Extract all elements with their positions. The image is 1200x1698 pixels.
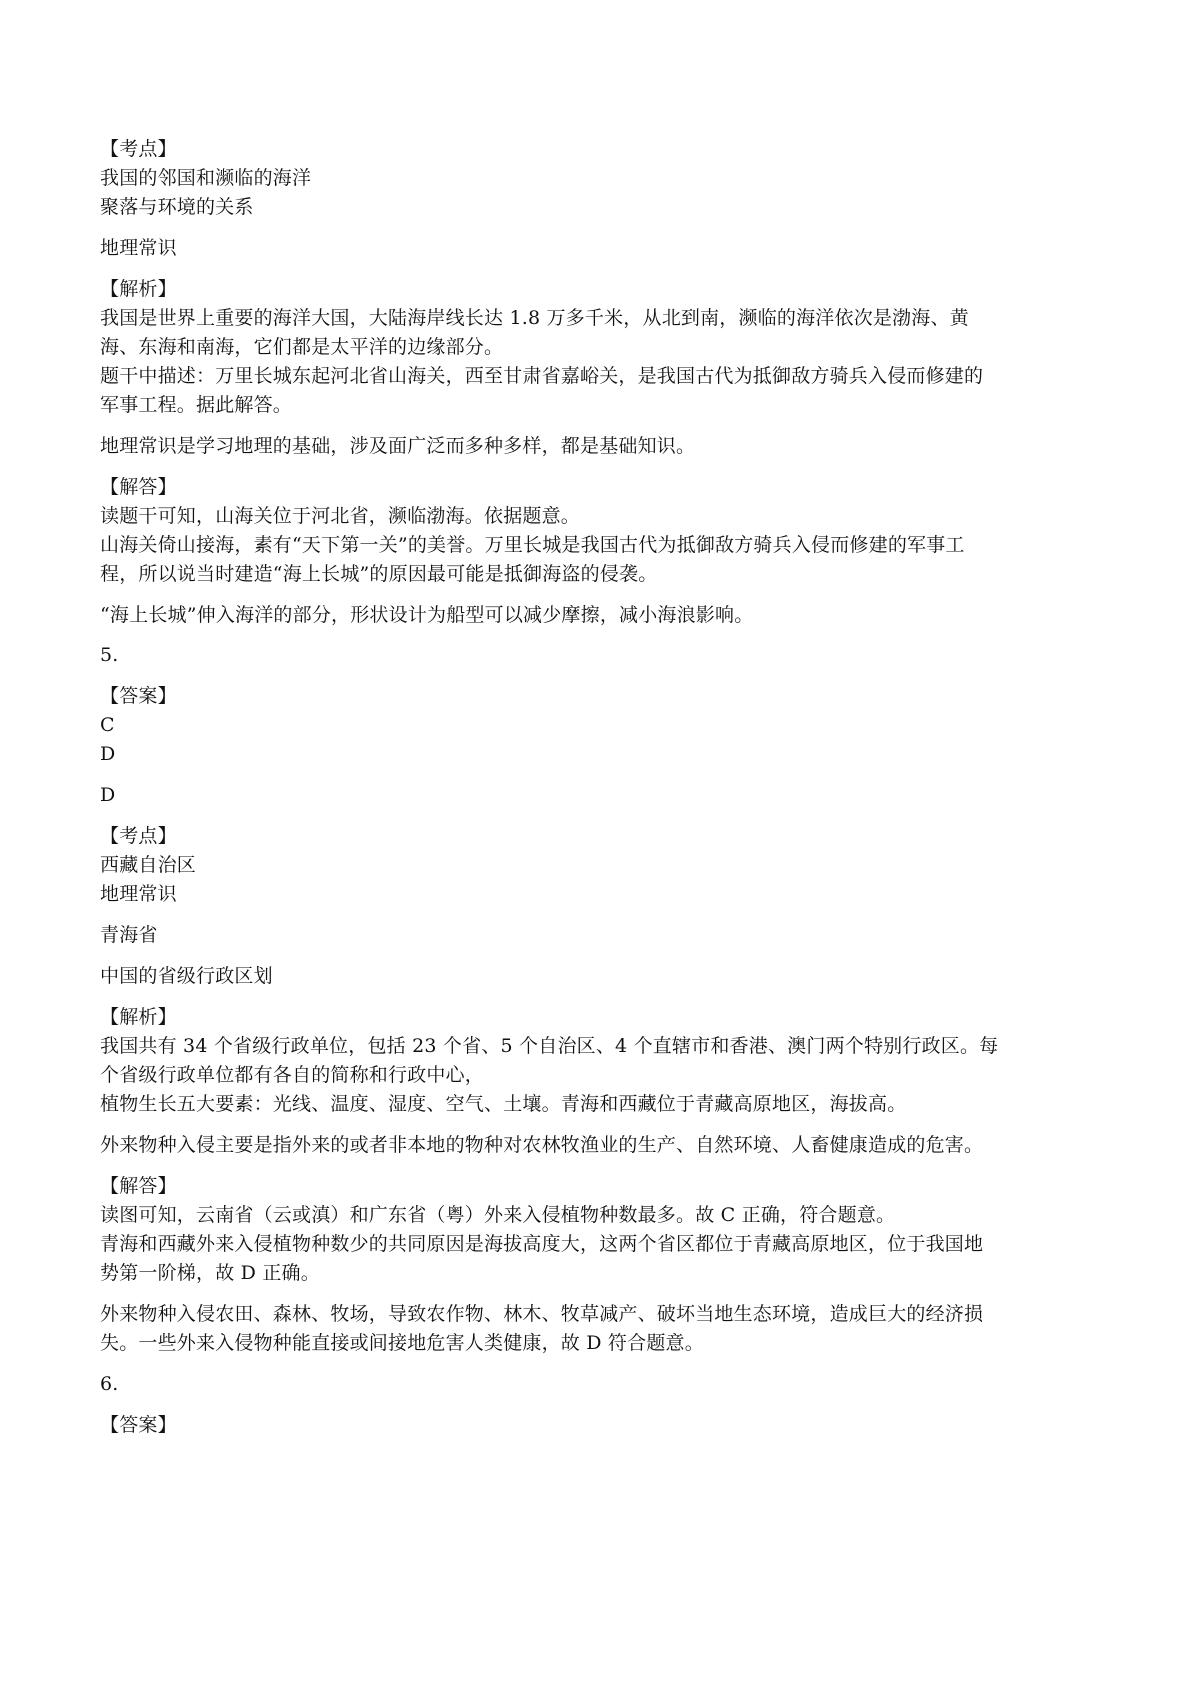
jiexi-line: 海、东海和南海，它们都是太平洋的边缘部分。 (100, 336, 504, 358)
jiexi-line: 我国共有 34 个省级行政单位，包括 23 个省、5 个自治区、4 个直辖市和香港、澳门两个特别行政区。每 (100, 1035, 999, 1057)
answer-item: C (100, 714, 115, 736)
section-heading-jieda: 【解答】 (100, 1175, 177, 1197)
jiexi-line: 军事工程。据此解答。 (100, 394, 293, 416)
jiexi-line: 外来物种入侵主要是指外来的或者非本地的物种对农林牧渔业的生产、自然环境、人畜健康造成的危害。 (100, 1134, 984, 1156)
jiexi-line: 植物生长五大要素：光线、温度、湿度、空气、土壤。青海和西藏位于青藏高原地区，海拔高。 (100, 1093, 907, 1115)
section-heading-kaodian: 【考点】 (100, 825, 177, 847)
jieda-line: 读图可知，云南省（云或滇）和广东省（粤）外来入侵植物种数最多。故 C 正确，符合题意。 (100, 1204, 896, 1226)
section-heading-jieda: 【解答】 (100, 476, 177, 498)
section-heading-kaodian: 【考点】 (100, 138, 177, 160)
answer-item: D (100, 743, 116, 765)
jiexi-line: 地理常识是学习地理的基础，涉及面广泛而多种多样，都是基础知识。 (100, 435, 696, 457)
jieda-line: 程，所以说当时建造“海上长城”的原因最可能是抵御海盗的侵袭。 (100, 563, 658, 585)
kaodian-item: 地理常识 (100, 883, 177, 905)
kaodian-item: 青海省 (100, 924, 158, 946)
jieda-line: 山海关倚山接海，素有“天下第一关”的美誉。万里长城是我国古代为抵御敌方骑兵入侵而修建的军事工 (100, 534, 965, 556)
jieda-line: 读题干可知，山海关位于河北省，濒临渤海。依据题意。 (100, 505, 581, 527)
question-number: 6. (100, 1373, 119, 1395)
jieda-line: 失。一些外来入侵物种能直接或间接地危害人类健康，故 D 符合题意。 (100, 1332, 704, 1354)
jiexi-line: 个省级行政单位都有各自的简称和行政中心， (100, 1064, 485, 1086)
section-heading-jiexi: 【解析】 (100, 278, 177, 300)
jieda-line: 青海和西藏外来入侵植物种数少的共同原因是海拔高度大，这两个省区都位于青藏高原地区，位于我国地 (100, 1233, 984, 1255)
kaodian-item: 西藏自治区 (100, 854, 197, 876)
jieda-line: 外来物种入侵农田、森林、牧场，导致农作物、林木、牧草减产、破坏当地生态环境，造成巨大的经济损 (100, 1303, 984, 1325)
answer-item: D (100, 784, 116, 806)
section-heading-jiexi: 【解析】 (100, 1006, 177, 1028)
kaodian-item: 地理常识 (100, 237, 177, 259)
question-number: 5. (100, 644, 119, 666)
jiexi-line: 题干中描述：万里长城东起河北省山海关，西至甘肃省嘉峪关，是我国古代为抵御敌方骑兵入侵而修建的 (100, 365, 984, 387)
section-heading-daan: 【答案】 (100, 1414, 177, 1436)
kaodian-item: 中国的省级行政区划 (100, 965, 273, 987)
jieda-line: 势第一阶梯，故 D 正确。 (100, 1262, 320, 1284)
section-heading-daan: 【答案】 (100, 685, 177, 707)
kaodian-item: 聚落与环境的关系 (100, 196, 254, 218)
jiexi-line: 我国是世界上重要的海洋大国，大陆海岸线长达 1.8 万多千米，从北到南，濒临的海洋依次是渤海、黄 (100, 307, 969, 329)
jieda-line: “海上长城”伸入海洋的部分，形状设计为船型可以减少摩擦，减小海浪影响。 (100, 604, 754, 626)
kaodian-item: 我国的邻国和濒临的海洋 (100, 167, 312, 189)
